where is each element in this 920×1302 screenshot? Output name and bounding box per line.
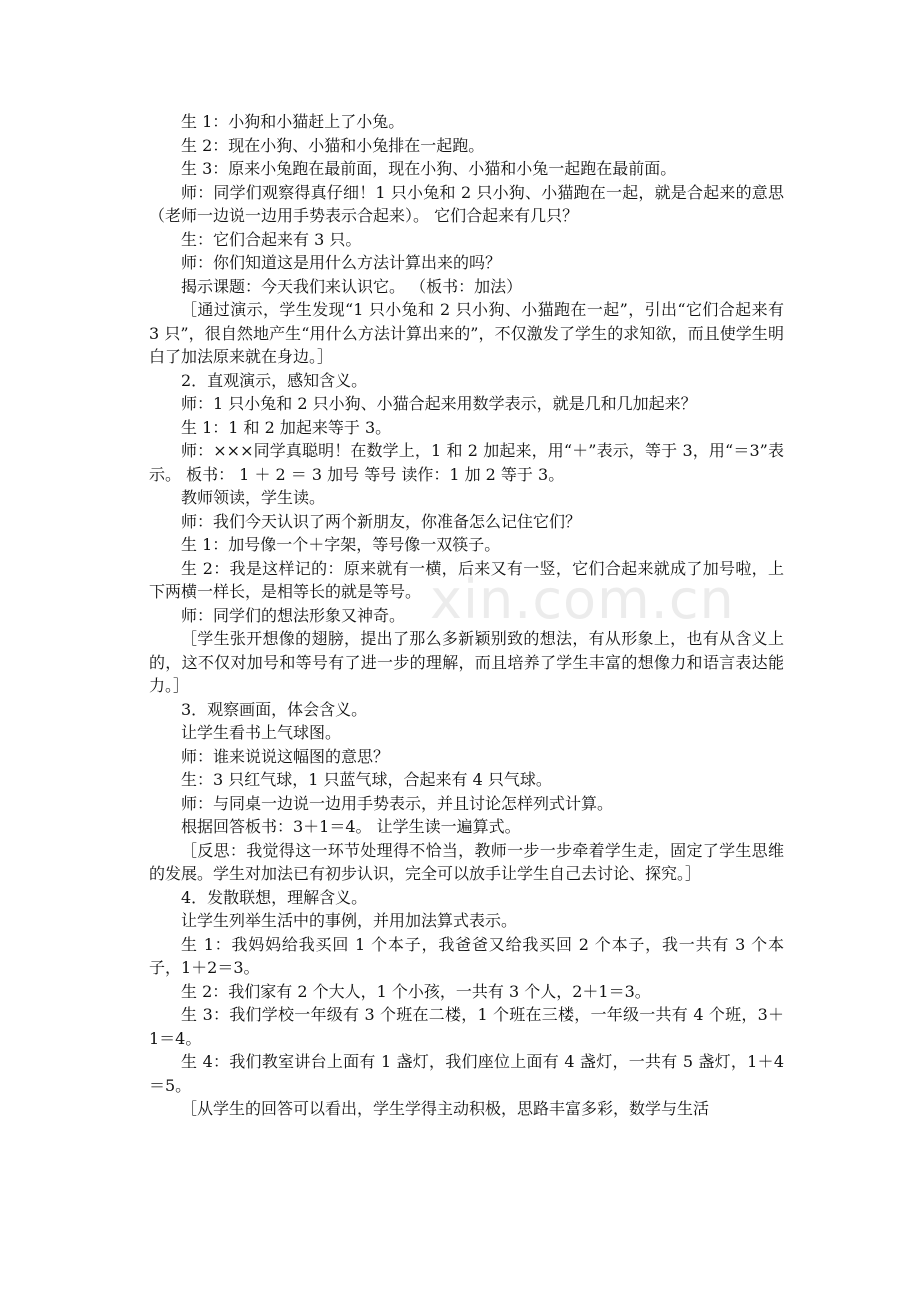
paragraph: 生 1：我妈妈给我买回 1 个本子，我爸爸又给我买回 2 个本子，我一共有 3 个本子，1＋2＝3。 <box>149 934 784 977</box>
paragraph: 师：谁来说说这幅图的意思？ <box>181 746 390 766</box>
paragraph: 师：与同桌一边说一边用手势表示，并且讨论怎样列式计算。 <box>181 793 614 813</box>
paragraph: 2．直观演示，感知含义。 <box>181 370 368 390</box>
document-body <box>149 110 784 1121</box>
paragraph: ［反思：我觉得这一环节处理得不恰当，教师一步一步牵着学生走，固定了学生思维的发展。学生对加法已有初步认识，完全可以放手让学生自己去讨论、探究。］ <box>149 840 784 883</box>
paragraph: 根据回答板书：3＋1＝4。 让学生读一遍算式。 <box>181 817 521 836</box>
paragraph: 生：它们合起来有 3 只。 <box>181 229 362 249</box>
paragraph: 让学生看书上气球图。 <box>181 723 342 742</box>
paragraph: 揭示课题：今天我们来认识它。 （板书：加法） <box>181 276 523 296</box>
paragraph: 生 1：1 和 2 加起来等于 3。 <box>181 417 392 437</box>
paragraph: ［学生张开想像的翅膀，提出了那么多新颖别致的想法，有从形象上，也有从含义上的，这不仅对加号和等号有了进一步的理解，而且培养了学生丰富的想像力和语言表达能力。］ <box>149 629 784 695</box>
paragraph: ［从学生的回答可以看出，学生学得主动积极，思路丰富多彩，数学与生活 <box>181 1099 710 1118</box>
paragraph: 教师领读，学生读。 <box>181 488 326 507</box>
paragraph: 师：我们今天认识了两个新朋友，你准备怎么记住它们？ <box>181 511 582 531</box>
paragraph: 生 1：加号像一个＋字架，等号像一双筷子。 <box>181 535 501 554</box>
paragraph: 师：×××同学真聪明！在数学上，1 和 2 加起来，用“＋”表示，等于 3，用“＝3”表示。 板书： 1 ＋ 2 ＝ 3 加号 等号 读作：1 加 2 等于 3。 <box>149 441 784 484</box>
paragraph: 师：你们知道这是用什么方法计算出来的吗？ <box>181 253 502 272</box>
paragraph: 让学生列举生活中的事例，并用加法算式表示。 <box>181 911 518 930</box>
paragraph: 生 3：我们学校一年级有 3 个班在二楼，1 个班在三楼，一年级一共有 4 个班，3＋1＝4。 <box>149 1005 784 1048</box>
paragraph: 师：同学们观察得真仔细！1 只小兔和 2 只小狗、小猫跑在一起，就是合起来的意思 （老师一边说一边用手势表示合起来）。 它们合起来有几只？ <box>149 182 784 225</box>
paragraph: 生 1：小狗和小猫赶上了小兔。 <box>181 112 405 131</box>
paragraph: 师：同学们的想法形象又神奇。 <box>181 605 406 625</box>
paragraph: 生 2：我是这样记的：原来就有一横，后来又有一竖，它们合起来就成了加号啦，上下两横一样长，是相等长的就是等号。 <box>149 558 784 601</box>
paragraph: 生 3：原来小兔跑在最前面，现在小狗、小猫和小兔一起跑在最前面。 <box>181 159 677 178</box>
paragraph: 生 2：我们家有 2 个大人，1 个小孩，一共有 3 个人，2＋1＝3。 <box>181 981 651 1001</box>
paragraph: ［通过演示，学生发现“1 只小兔和 2 只小狗、小猫跑在一起”，引出“它们合起来有 3 只”，很自然地产生“用什么方法计算出来的”，不仅激发了学生的求知欲，而且使学生明白了加法原来就在身边。］ <box>149 300 784 366</box>
paragraph: 生：3 只红气球，1 只蓝气球，合起来有 4 只气球。 <box>181 770 552 789</box>
paragraph: 4．发散联想，理解含义。 <box>181 887 368 907</box>
paragraph: 生 4：我们教室讲台上面有 1 盏灯，我们座位上面有 4 盏灯，一共有 5 盏灯，1＋4＝5。 <box>149 1052 784 1095</box>
paragraph: 生 2：现在小狗、小猫和小兔排在一起跑。 <box>181 135 485 155</box>
paragraph: 师：1 只小兔和 2 只小狗、小猫合起来用数学表示，就是几和几加起来？ <box>181 394 697 413</box>
watermark-text: xin.com.cn <box>430 568 735 631</box>
paragraph: 3．观察画面，体会含义。 <box>181 699 368 719</box>
